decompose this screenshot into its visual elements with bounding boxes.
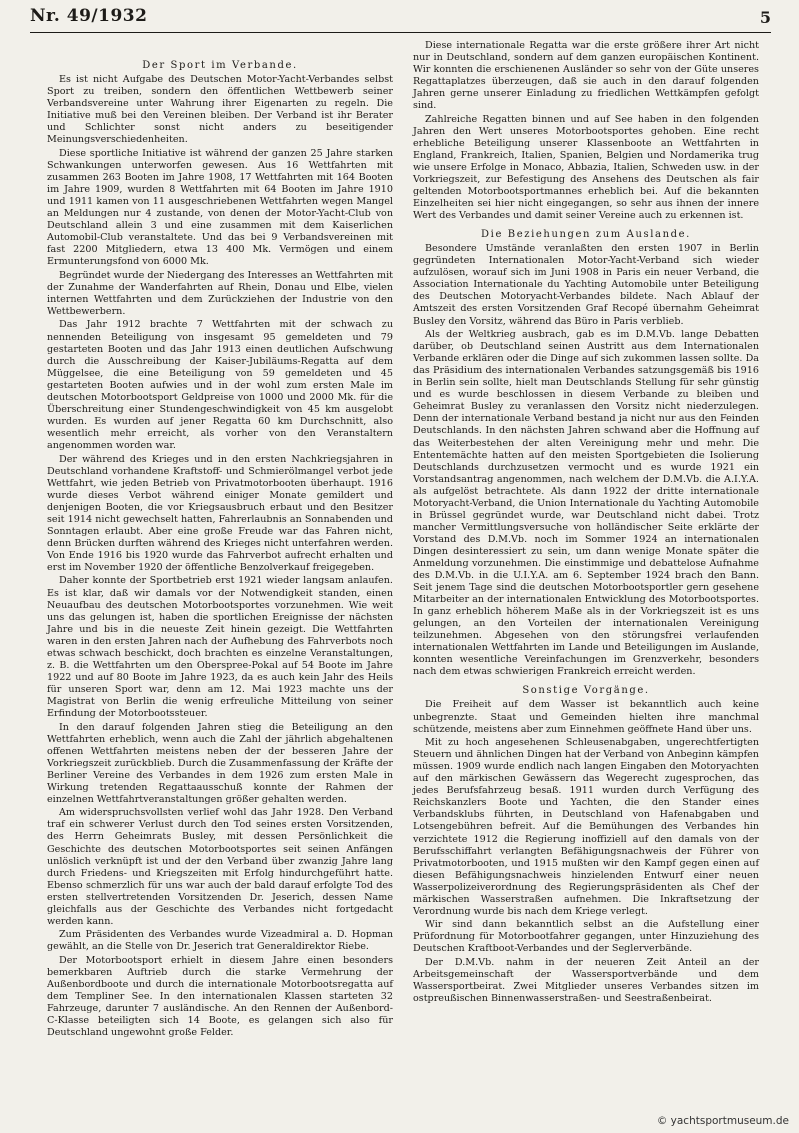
- right-column: [413, 40, 759, 1007]
- page-header: [30, 6, 771, 34]
- paragraph: Zum Präsidenten des Verbandes wurde Vizeadmiral a. D. Hopman gewählt, an die Stelle von Dr. Jeserich trat Generaldirektor Riebe.: [47, 929, 393, 953]
- paragraph: Der während des Krieges und in den ersten Nachkriegsjahren in Deutschland vorhandene Kraftstoff- und Schmierölmangel verbot jede Wettfahrt, wie jeden Betrieb von Privatmotorbooten überhaupt. 1916 wurde dieses Verbot während einiger Monate gemildert und denjenigen Booten, die vor Kriegsausbruch erbaut und den Besitzer seit 1914 nicht gewechselt hatten, Fahrerlaubnis an Sonnabenden und Sonntagen erlaubt. Aber eine große Freude war das Fahren nicht, denn Brücken durften während des Krieges nicht unterfahren werden. Von Ende 1916 bis 1920 wurde das Fahrverbot aufrecht erhalten und erst im November 1920 der öffentliche Benzolverkauf freigegeben.: [47, 453, 393, 573]
- issue-number: Nr. 49/1932: [30, 6, 148, 26]
- paragraph: Das Jahr 1912 brachte 7 Wettfahrten mit der schwach zu nennenden Beteiligung von insgesamt 95 gemeldeten und 79 gestarteten Booten und das Jahr 1913 einen deutlichen Aufschwung durch die Ausschreibung der Kaiser-Jubiläums-Regatta auf dem Müggelsee, die eine Beteiligung von 59 gemeldeten und 45 gestarteten Booten aufwies und in der wohl zum ersten Male im deutschen Motorbootsport Geldpreise von 1000 und 2000 Mk. für die Überschreitung einer Stundengeschwindigkeit von 45 km ausgelobt wurden. Es wurden auf jener Regatta 60 km Durchschnitt, also wesentlich mehr erreicht, als vorher von den Veranstaltern angenommen worden war.: [47, 319, 393, 451]
- section-heading-ausland: Die Beziehungen zum Auslande.: [481, 229, 691, 241]
- paragraph: Der D.M.Vb. nahm in der neueren Zeit Anteil an der Arbeitsgemeinschaft der Wassersportverbände und dem Wassersportbeirat. Zwei Mitglieder unseres Verbandes sitzen im ostpreußischen Binnenwasserstraßen- und Seestraßenbeirat.: [413, 956, 759, 1005]
- paragraph: Diese sportliche Initiative ist während der ganzen 25 Jahre starken Schwankungen unterworfen gewesen. Aus 16 Wettfahrten mit zusammen 263 Booten im Jahre 1908, 17 Wettfahrten mit 164 Booten im Jahre 1909, wurden 8 Wettfahrten mit 64 Booten im Jahre 1910 und 1911 kamen von 11 ausgeschriebenen Wettfahrten wegen Mangel an Meldungen nur 4 zustande, von denen der Motor-Yacht-Club von Deutschland allein 3 und eine zusammen mit dem Kaiserlichen Automobil-Club veranstaltete. Und das bei 9 Verbandsvereinen mit fast 2200 Mitgliedern, etwa 13 400 Mk. Vermögen und einem Ermunterungsfond von 6000 Mk.: [47, 147, 393, 268]
- watermark-credit: © yachtsportmuseum.de: [656, 1115, 789, 1127]
- paragraph: Mit zu hoch angesehenen Schleusenabgaben, ungerechtfertigten Steuern und ähnlichen Dingen hat der Verband von Anbeginn kämpfen müssen. 1909 wurde endlich nach langen Eingaben den Motoryachten auf den märkischen Gewässern das Wegerecht zugesprochen, das jedes Berufsfahrzeug besaß. 1911 wurden durch Verfügung des Reichskanzlers Boote und Yachten, die den Stander eines Verbandsklubs führten, in Deutschland von Hafenabgaben und Lotsengebühren befreit. Auf die Bemühungen des Verbandes hin verzichtete 1912 die Regierung inoffiziell auf den damals von der Berufsschiffahrt verlangten Befähigungsnachweis der Führer von Privatmotorbooten, und 1915 mußten wir den Kampf gegen einen auf diesen Befähigungsnachweis hinzielenden Entwurf einer neuen Wasserpolizeiverordnung des Regierungspräsidenten als Chef der märkischen Wasserstraßen aufnehmen. Die Inkraftsetzung der Verordnung wurde bis nach dem Kriege verlegt.: [413, 737, 759, 917]
- paragraph: Besondere Umstände veranlaßten den ersten 1907 in Berlin gegründeten Internationalen Motor-Yacht-Verband sich wieder aufzulösen, worauf sich im Juni 1908 in Paris ein neuer Verband, die Association Internationale du Yachting Automobile unter Beteiligung des Deutschen Motoryacht-Verbandes bildete. Nach Ablauf der Amtszeit des ersten Vorsitzenden Graf Recopé übernahm Geheimrat Busley den Vorsitz, während das Büro in Paris verblieb.: [413, 243, 759, 327]
- left-column: [47, 40, 393, 1041]
- section-heading-sonstige: Sonstige Vorgänge.: [522, 685, 650, 697]
- paragraph: Die Freiheit auf dem Wasser ist bekanntlich auch keine unbegrenzte. Staat und Gemeinden hielten ihre manchmal schützende, meistens aber zum Einnehmen geöffnete Hand über uns.: [413, 699, 759, 735]
- page-number: 5: [759, 8, 771, 27]
- paragraph: Wir sind dann bekanntlich selbst an die Aufstellung einer Prüfordnung für Motorbootfahrer gegangen, unter Hinzuziehung des Deutschen Kraftboot-Verbandes und der Seglerverbände.: [413, 919, 759, 955]
- paragraph: Diese internationale Regatta war die erste größere ihrer Art nicht nur in Deutschland, sondern auf dem ganzen europäischen Kontinent. Wir konnten die erschienenen Ausländer so sehr von der Güte unseres Regattaplatzes überzeugen, daß sie auch in den darauf folgenden Jahren gerne unserer Einladung zu friedlichen Wettkämpfen gefolgt sind.: [413, 40, 759, 112]
- paragraph: Als der Weltkrieg ausbrach, gab es im D.M.Vb. lange Debatten darüber, ob Deutschland seinen Austritt aus dem Internationalen Verbande erklären oder die Dinge auf sich zukommen lassen sollte. Da das Präsidium des internationalen Verbandes satzungsgemäß bis 1916 in Berlin sein sollte, hielt man Deutschlands Stellung für sehr günstig und es wurde beschlossen in diesem Verbande zu bleiben und Geheimrat Busley zu veranlassen den Vorsitz nicht niederzulegen. Denn der internationale Verband bestand ja nicht nur aus den Feinden Deutschlands. In den nächsten Jahren schwand aber die Hoffnung auf das Weiterbestehen der alten Vereinigung mehr und mehr. Die Ententemächte hatten auf den meisten Sportgebieten die Isolierung Deutschlands durchzusetzen vermocht und es wurde 1921 ein Vorstandsantrag angenommen, nach welchem der D.M.Vb. die A.I.Y.A. als aufgelöst betrachtete. Als dann 1922 der dritte internationale Motoryacht-Verband, die Union Internationale du Yachting Automobile in Brüssel gegründet wurde, war Deutschland nicht dabei. Trotz mancher Vermittlungsversuche von holländischer Seite erklärte der Vorstand des D.M.Vb. noch im Sommer 1924 an internationalen Dingen desinteressiert zu sein, um dann wenige Monate später die Anmeldung vorzunehmen. Die einstimmige und debattelose Aufnahme des D.M.Vb. in die U.I.Y.A. am 6. September 1924 brach den Bann. Seit jenem Tage sind die deutschen Motorbootsportler gern gesehene Mitarbeiter an der internationalen Entwicklung des Motorbootsportes. In ganz erheblich höherem Maße als in der Vorkriegszeit ist es uns gelungen, an den Vorteilen der internationalen Vereinigung teilzunehmen. Abgesehen von den störungsfrei verlaufenden internationalen Wettfahrten im Lande und Beteiligungen im Auslande, konnten wesentliche Vereinfachungen im Grenzverkehr, besonders nach dem etwas schwierigen Frankreich erreicht werden.: [413, 329, 759, 678]
- header-rule: [30, 32, 771, 33]
- paragraph: Der Motorbootsport erhielt in diesem Jahre einen besonders bemerkbaren Auftrieb durch die starke Vermehrung der Außenbordboote und durch die internationale Motorbootsregatta auf dem Templiner See. In den internationalen Klassen starteten 32 Fahrzeuge, darunter 7 ausländische. An den Rennen der Außenbord-C-Klasse beteiligten sich 14 Boote, es gelangen sich also für Deutschland ungewohnt große Felder.: [47, 954, 393, 1039]
- paragraph: Zahlreiche Regatten binnen und auf See haben in den folgenden Jahren den Wert unseres Motorbootsportes gehoben. Eine recht erhebliche Beteiligung unserer Klassenboote an Wettfahrten in England, Frankreich, Italien, Spanien, Belgien und Nordamerika trug wie unsere Erfolge in Monaco, Abbazia, Italien, Schweden usw. in der Vorkriegszeit, zur Befestigung des Ansehens des Deutschen als fair geltenden Motorbootsportmannes erheblich bei. Auf die bekannten Einzelheiten sei hier nicht eingegangen, so sehr aus ihnen der innere Wert des Verbandes und damit seiner Vereine auch zu erkennen ist.: [413, 113, 759, 222]
- paragraph: Begründet wurde der Niedergang des Interesses an Wettfahrten mit der Zunahme der Wanderfahrten auf Rhein, Donau und Elbe, vielen internen Wettfahrten und dem Zurückziehen der Industrie von den Wettbewerbern.: [47, 269, 393, 317]
- section-heading-sport: Der Sport im Verbande.: [142, 60, 298, 71]
- paragraph: In den darauf folgenden Jahren stieg die Beteiligung an den Wettfahrten erheblich, wenn auch die Zahl der jährlich abgehaltenen offenen Wettfahrten meistens neben der der besseren Jahre der Vorkriegszeit zurückblieb. Durch die Zusammenfassung der Kräfte der Berliner Vereine des Verbandes in dem 1926 zum ersten Male in Wirkung tretenden Regattaausschuß konnte der Rahmen der einzelnen Wettfahrtveranstaltungen größer gehalten werden.: [47, 721, 393, 805]
- paragraph: Daher konnte der Sportbetrieb erst 1921 wieder langsam anlaufen. Es ist klar, daß wir damals vor der Notwendigkeit standen, einen Neuaufbau des deutschen Motorbootsportes vorzunehmen. Wie weit uns das gelungen ist, haben die sportlichen Ereignisse der nächsten Jahre und bis in die neueste Zeit hinein gezeigt. Die Wettfahrten waren in den ersten Jahren nach der Aufhebung des Fahrverbots noch etwas schwach beschickt, doch brachten es einzelne Veranstaltungen, z. B. die Wettfahrten um den Oberspree-Pokal auf 54 Boote im Jahre 1922 und auf 80 Boote im Jahre 1923, da es auch kein Jahr des Heils für unseren Sport war, denn am 12. Mai 1923 machte uns der Magistrat von Berlin die wenig erfreuliche Mitteilung von seiner Erfindung der Motorbootssteuer.: [47, 575, 393, 719]
- paragraph: Es ist nicht Aufgabe des Deutschen Motor-Yacht-Verbandes selbst Sport zu treiben, sondern den öffentlichen Wettbewerb seiner Verbandsvereine unter Wahrung ihrer Eigenarten zu regeln. Die Initiative muß bei den Vereinen bleiben. Der Verband ist ihr Berater und Schlichter sonst nicht anders zu beseitigender Meinungsverschiedenheiten.: [47, 74, 393, 146]
- paragraph: Am widerspruchsvollsten verlief wohl das Jahr 1928. Den Verband traf ein schwerer Verlust durch den Tod seines ersten Vorsitzenden, des Herrn Geheimrats Busley, mit dessen Persönlichkeit die Geschichte des deutschen Motorbootsportes seit seinen Anfängen unlöslich verknüpft ist und der den Verband über zwanzig Jahre lang durch Friedens- und Kriegszeiten mit Erfolg hindurchgeführt hatte. Ebenso schmerzlich für uns war auch der bald darauf erfolgte Tod des ersten stellvertretenden Vorsitzenden Dr. Jeserich, dessen Name gleichfalls aus der Geschichte des Verbandes nicht fortgedacht werden kann.: [47, 807, 393, 927]
